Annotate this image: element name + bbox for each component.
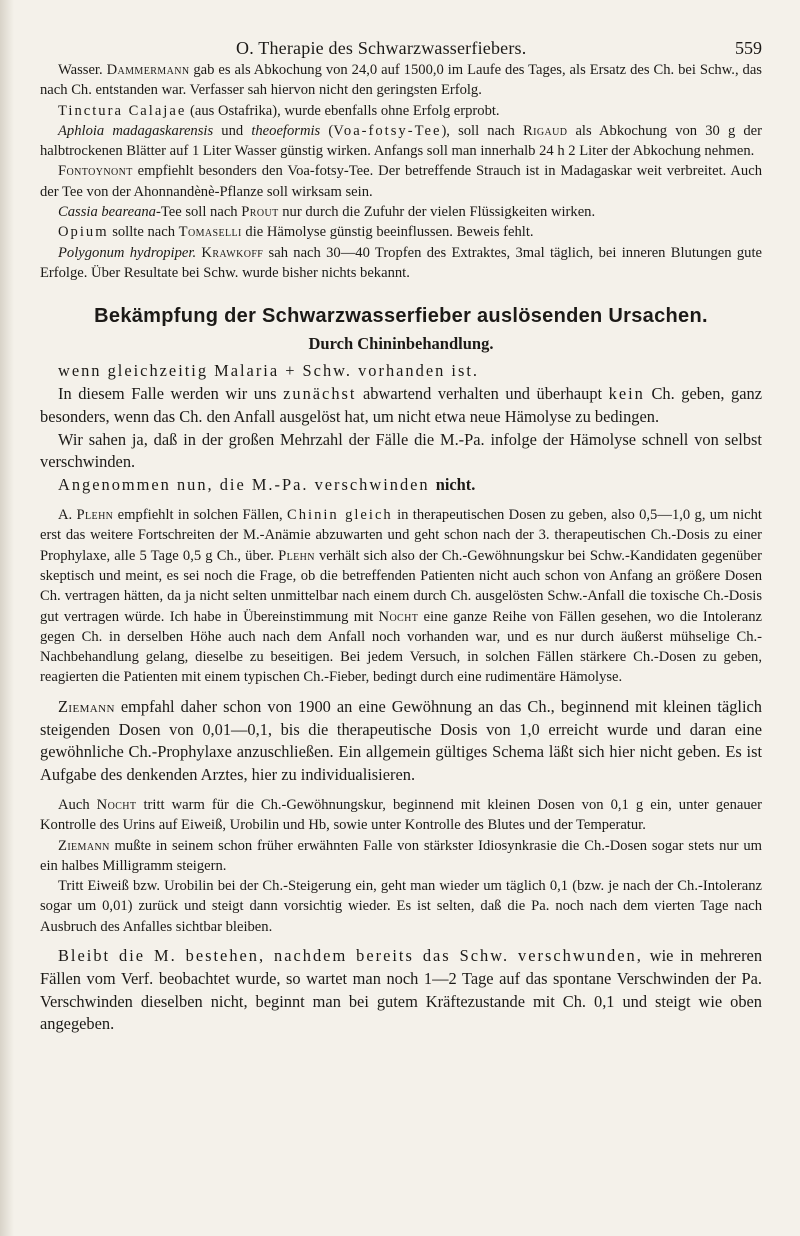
paragraph: Ziemann empfahl daher schon von 1900 an eine Gewöhnung an das Ch., beginnend mit kleinen täglich steigenden Dosen von 0,01—0,1, bis die therapeutische Dosis von 1,0 erreicht wurde und daran eine gewöhnliche Ch.-Prophylaxe anzuschließen. Ein allgemein gültiges Schema läßt sich hier nicht geben. Es ist Aufgabe des denkenden Arztes, hier zu individualisieren. (40, 696, 762, 785)
small-text-plehn (40, 505, 762, 688)
section-heading: Bekämpfung der Schwarzwasserfieber auslösenden Ursachen. (94, 305, 708, 328)
main-text-ziemann (40, 696, 762, 787)
paragraph: Wir sahen ja, daß in der großen Mehrzahl der Fälle die M.-Pa. infolge der Hämolyse schnell von selbst verschwinden. (40, 429, 762, 472)
paragraph: Angenommen nun, die M.-Pa. verschwinden nicht. (58, 475, 476, 495)
main-text-1 (40, 360, 762, 497)
paragraph: Aphloia madagaskarensis und theoeformis (Voa-fotsy-Tee), soll nach Rigaud als Abkochung von 30 g der halbtrockenen Blätter auf 1 Liter Wasser günstig wirken. Anfangs soll man innerhalb 24 h 2 Liter der Abkochung nehmen. (40, 122, 763, 160)
paragraph: In diesem Falle werden wir uns zunächst abwartend verhalten und überhaupt kein Ch. geben, ganz besonders, wenn das Ch. den Anfall ausgelöst hat, um nicht etwa neue Hämolyse zu bedingen. (40, 384, 762, 426)
page-edge-shadow (0, 0, 14, 1236)
small-text-nocht (40, 795, 762, 937)
main-text-final (40, 945, 762, 1036)
paragraph: Ziemann mußte in seinem schon früher erwähnten Falle von stärkster Idiosynkrasie die Ch.-Dosen sogar stets nur um ein halbes Milligramm steigern. (40, 837, 762, 874)
paragraph: Tinctura Calajae (aus Ostafrika), wurde ebenfalls ohne Erfolg erprobt. (58, 102, 500, 119)
book-page (40, 30, 762, 1036)
paragraph: Tritt Eiweiß bzw. Urobilin bei der Ch.-Steigerung ein, geht man wieder um täglich 0,1 (bzw. je nach der Ch.-Intoleranz sogar um 0,01) zurück und steigt dann vorsichtig wieder. Es ist selten, daß die Pa. noch nach dem vierten Tage nach Ausbruch des Anfalles sichtbar bleiben. (40, 878, 762, 935)
header-title: O. Therapie des Schwarzwasserfiebers. (236, 38, 527, 58)
running-header (40, 30, 762, 60)
paragraph: wenn gleichzeitig Malaria + Schw. vorhanden ist. (58, 361, 479, 381)
paragraph: Bleibt die M. bestehen, nachdem bereits das Schw. verschwunden, wie in mehreren Fällen vom Verf. beobachtet wurde, so wartet man noch 1—2 Tage auf das spontane Verschwinden der Pa. Verschwinden dieselben nicht, beginnt man bei gutem Kräftezustande mit Ch. 0,1 und steigt wie oben angegeben. (40, 945, 763, 1034)
remedies-list (40, 60, 762, 283)
paragraph: Opium sollte nach Tomaselli die Hämolyse günstig beeinflussen. Beweis fehlt. (58, 224, 534, 241)
paragraph: Wasser. Dammermann gab es als Abkochung von 24,0 auf 1500,0 im Laufe des Tages, als Ersatz des Ch. bei Schw., das nach Ch. entstanden war. Verfasser sah hiervon nicht den geringsten Erfolg. (40, 62, 762, 99)
paragraph: Fontoynont empfiehlt besonders den Voa-fotsy-Tee. Der betreffende Strauch ist in Madagaskar weit verbreitet. Auch der Tee von der Ahonnandènè-Pflanze soll wirksam sein. (40, 163, 762, 200)
paragraph: Polygonum hydropiper. Krawkoff sah nach 30—40 Tropfen des Extraktes, 3mal täglich, bei inneren Blutungen gute Erfolge. Über Resultate bei Schw. wurde bisher nichts bekannt. (40, 244, 762, 281)
paragraph: Auch Nocht tritt warm für die Ch.-Gewöhnungskur, beginnend mit kleinen Dosen von 0,1 g ein, unter genauer Kontrolle des Urins auf Eiweiß, Urobilin und Hb, sowie unter Kontrolle des Blutes und der Temperatur. (40, 796, 762, 834)
page-number: 559 (735, 38, 762, 58)
paragraph: A. Plehn empfiehlt in solchen Fällen, Chinin gleich in therapeutischen Dosen zu geben, also 0,5—1,0 g, um nicht erst das weitere Fortschreiten der M.-Anämie abzuwarten und geht schon nach der 3. therapeutischen Ch.-Dosis zu einer Prophylaxe, alle 5 Tage 0,5 g Ch., über. Plehn verhält sich also der Ch.-Gewöhnungskur bei Schw.-Kandidaten gegenüber skeptisch und meint, es sei noch die Frage, ob die betreffenden Patienten nicht auch schon von Anfang an größere Dosen Ch. vertragen hätten, da ja nicht selten unmittelbar nach einem durch Ch. ausgelösten Schw.-Anfall die toxische Ch.-Dosis gut vertragen würde. Ich habe in Übereinstimmung mit Nocht eine ganze Reihe von Fällen gesehen, wo die Intoleranz gegen Ch. in derselben Höhe auch nach dem Anfall noch vorhanden war, und es nur durch äußerst mühselige Ch.-Nachbehandlung gelang, dieselbe zu beseitigen. Bei jedem Versuch, in solchen Fällen stärkere Ch.-Dosen zu geben, reagierten die Patienten mit einem typischen Ch.-Fieber, bedingt durch eine rudimentäre Hämolyse. (40, 507, 763, 686)
paragraph: Cassia beareana-Tee soll nach Prout nur durch die Zufuhr der vielen Flüssigkeiten wirken. (58, 204, 596, 221)
subsection-heading: Durch Chininbehandlung. (308, 334, 494, 354)
